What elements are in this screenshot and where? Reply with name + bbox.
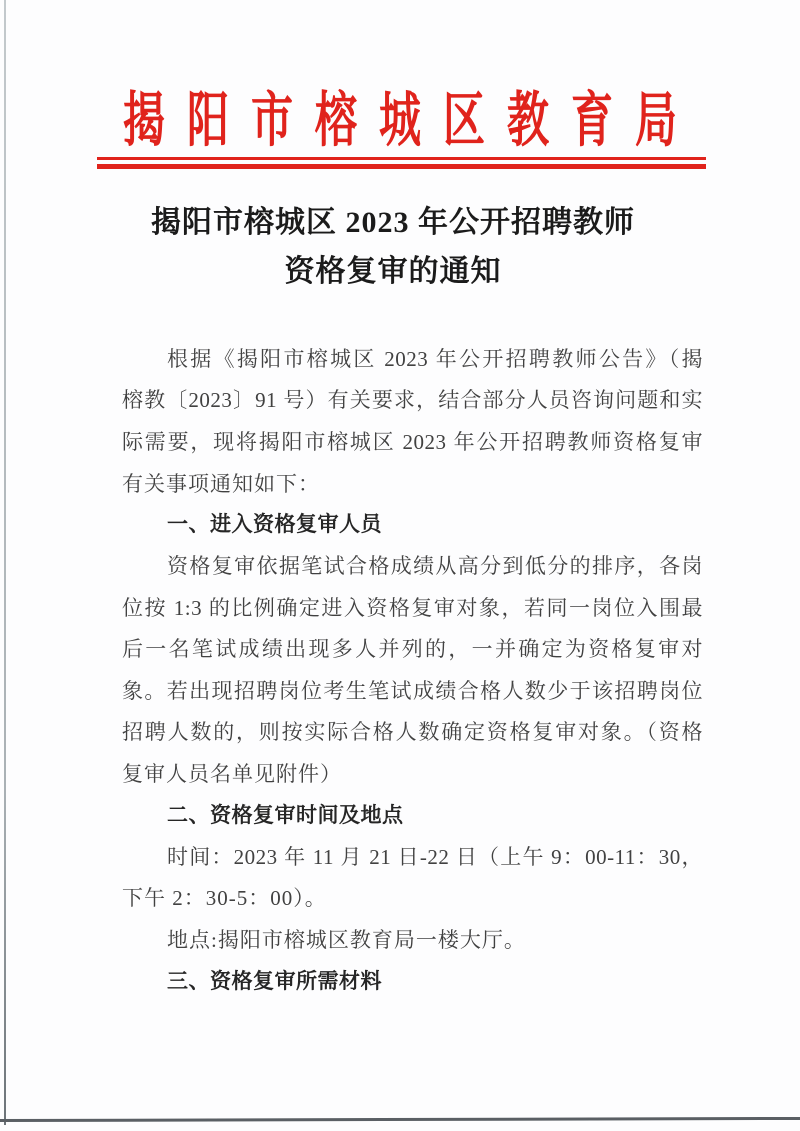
body-line: 后一名笔试成绩出现多人并列的，一并确定为资格复审对 [122, 637, 703, 661]
body-line: 资格复审依据笔试合格成绩从高分到低分的排序，各岗 [167, 554, 703, 578]
body-line: 象。若出现招聘岗位考生笔试成绩合格人数少于该招聘岗位 [122, 679, 703, 703]
body-line: 榕教〔2023〕91 号）有关要求，结合部分人员咨询问题和实 [122, 388, 703, 412]
body-line: 根据《揭阳市榕城区 2023 年公开招聘教师公告》（揭 [167, 347, 703, 371]
body-line: 时间：2023 年 11 月 21 日-22 日（上午 9：00-11：30， [167, 845, 703, 869]
section-heading-3: 三、资格复审所需材料 [167, 970, 382, 993]
section-heading-1: 一、进入资格复审人员 [167, 513, 382, 536]
scan-edge-left [4, 0, 6, 1125]
letterhead-org-name: 揭阳市榕城区教育局 [122, 89, 699, 155]
body-line: 有关事项通知如下： [122, 472, 320, 496]
document-title-line2: 资格复审的通知 [284, 255, 502, 288]
document-title [0, 198, 786, 296]
letterhead-rule-thick [97, 164, 706, 169]
document-title-line1: 揭阳市榕城区 2023 年公开招聘教师 [151, 206, 635, 239]
section-heading-2: 二、资格复审时间及地点 [167, 804, 404, 827]
body-line: 地点:揭阳市榕城区教育局一楼大厅。 [167, 928, 526, 952]
body-line: 招聘人数的，则按实际合格人数确定资格复审对象。（资格 [122, 720, 703, 744]
body-line: 际需要，现将揭阳市榕城区 2023 年公开招聘教师资格复审 [122, 430, 703, 454]
body-line: 复审人员名单见附件） [122, 762, 342, 786]
letterhead-rule-thin [97, 157, 706, 160]
body-line: 下午 2：30-5：00）。 [122, 886, 327, 910]
scan-edge-bottom [0, 1117, 800, 1122]
body-line: 位按 1:3 的比例确定进入资格复审对象，若同一岗位入围最 [122, 596, 703, 620]
